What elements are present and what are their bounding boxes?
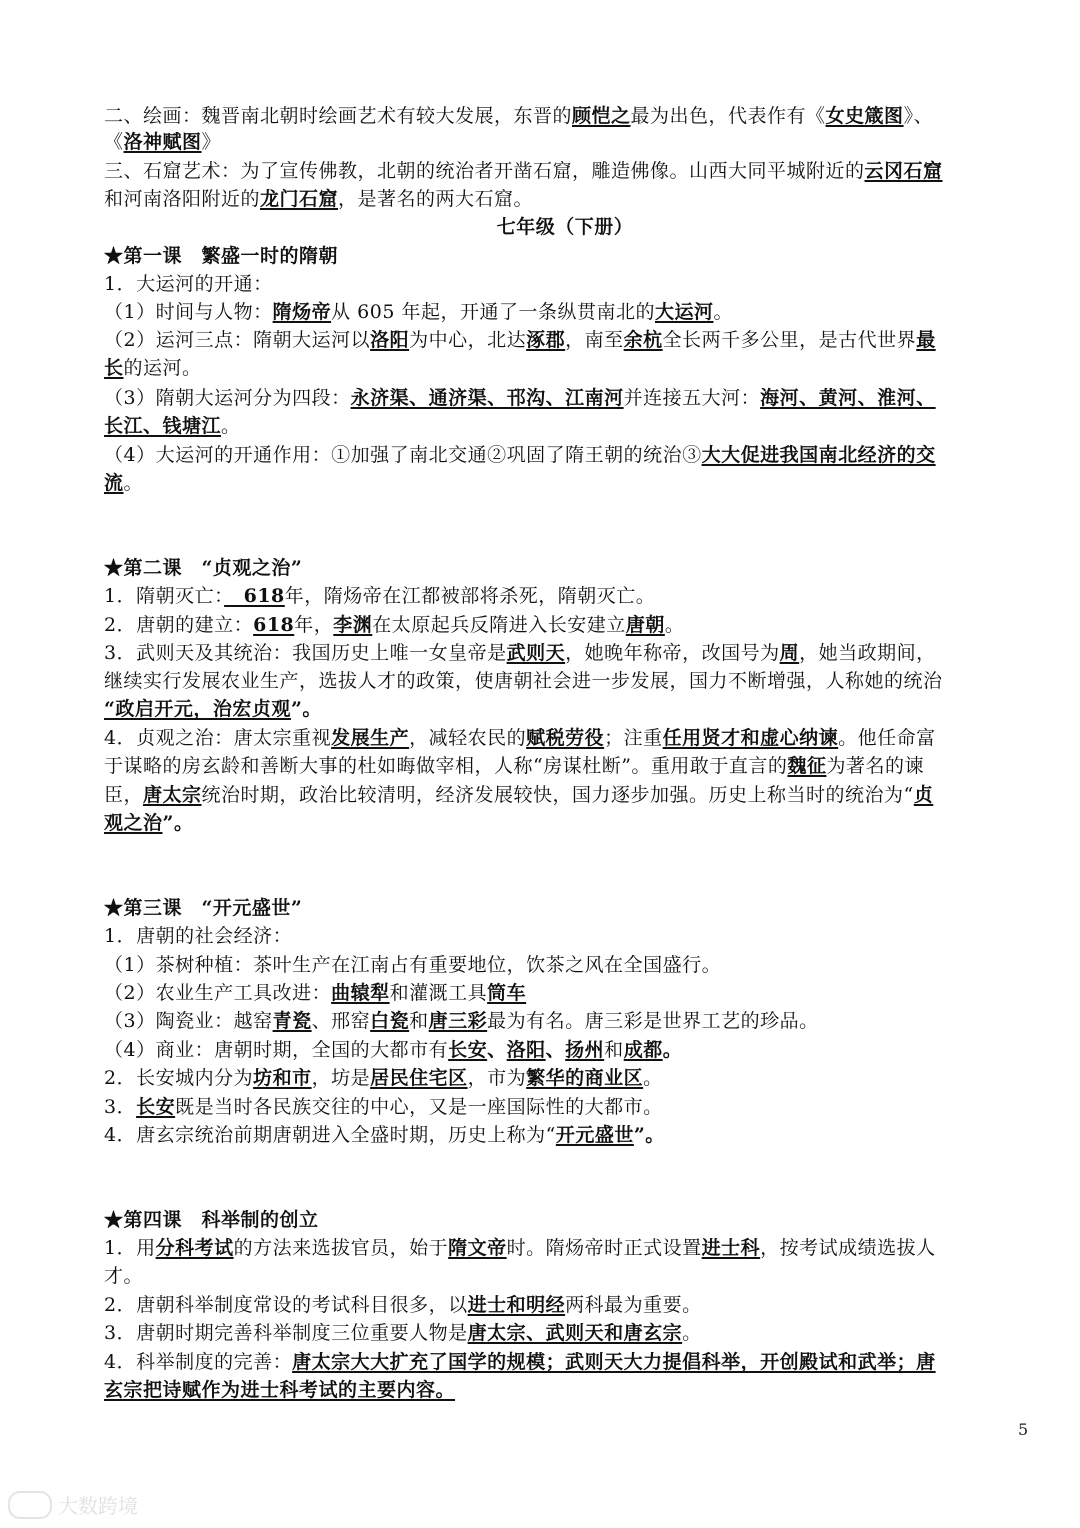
text-line [104,781,1034,809]
key-term: 观之治 [104,812,163,834]
text-segment: 。 [123,472,144,494]
text-line [104,979,1034,1007]
key-term: 永济渠、通济渠、邗沟、江南河 [350,387,624,409]
text-segment: （1）茶树种植：茶叶生产在江南占有重要地位，饮茶之风在全国盛行。 [104,954,722,976]
text-line [104,809,1034,837]
key-term: 唐朝 [625,614,665,636]
key-term: 最 [916,329,936,351]
key-term: 发展生产 [331,727,410,749]
text-segment: 三、石窟艺术：为了宣传佛教，北朝的统治者开凿石窟，雕造佛像。山西大同平城附近的 [104,160,865,182]
bold-text: 。 [662,1039,683,1061]
text-segment: ，她当政期间， [799,642,936,664]
key-term: 618 [253,614,295,636]
text-segment: 》 [201,131,222,153]
text-segment: 。 [221,415,241,437]
key-term: 任用贤才和虚心纳谏 [662,727,839,749]
text-segment: 并连接五大河： [623,387,761,409]
watermark-logo-icon [8,1491,52,1519]
text-line [104,1234,1034,1262]
grade-heading: 七年级（下册） [496,216,634,238]
text-line [104,326,1034,354]
text-line [104,894,1034,922]
text-segment: 1．大运河的开通： [104,273,273,295]
text-segment: 4．科举制度的完善： [104,1351,293,1373]
text-line [104,554,1034,582]
text-segment: 从 605 年起，开通了一条纵贯南北的 [331,301,655,323]
bold-text: ”。 [633,1124,665,1146]
key-term: 白瓷 [370,1010,410,1032]
text-segment: 年，隋炀帝在江都被部将杀死，隋朝灭亡。 [284,585,656,607]
text-segment: （3）陶瓷业：越窑 [104,1010,273,1032]
text-segment: 年， [294,614,334,636]
text-segment: 全长两千多公里，是古代世界 [662,329,917,351]
text-segment: 才。 [104,1265,144,1287]
text-segment: ，按考试成绩选拔人 [760,1237,936,1259]
key-term: 云冈石窟 [864,160,943,182]
key-term: 贞 [913,784,934,806]
text-segment: 和灌溉工具 [389,982,488,1004]
bold-text: ”。 [162,812,194,834]
text-line [104,724,1034,752]
text-line [104,298,1034,326]
text-segment: 在太原起兵反隋进入长安建立 [372,614,626,636]
text-segment: 。 [664,614,685,636]
text-line [104,469,1034,497]
key-term: 居民住宅区 [370,1067,468,1089]
text-segment: 二、绘画：魏晋南北朝时绘画艺术有较大发展，东晋的 [104,105,573,127]
key-term: 洛阳 [370,329,410,351]
text-segment: 既是当时各民族交往的中心，又是一座国际性的大都市。 [175,1096,663,1118]
key-term: 隋文帝 [448,1237,507,1259]
text-segment: （1）时间与人物： [104,301,273,323]
text-segment: 3．武则天及其统治：我国历史上唯一女皇帝是 [104,642,507,664]
text-segment: 3． [104,1096,137,1118]
text-segment: ，是著名的两大石窟。 [338,188,534,210]
text-segment: 3．唐朝时期完善科举制度三位重要人物是 [104,1322,468,1344]
text-segment: （2）运河三点：隋朝大运河以 [104,329,371,351]
text-line [104,242,1034,270]
key-term: 武则天 [506,642,566,664]
bold-text: 、 [487,1039,507,1061]
text-line [104,157,1034,185]
bold-text: ★第一课 繁盛一时的隋朝 [104,245,339,267]
text-line [104,128,1034,156]
text-line [104,185,1034,213]
text-line [104,752,1034,780]
key-term: 大大促进我国南北经济的交 [701,444,936,466]
text-segment: 》、 [903,105,934,127]
text-segment: （2）农业生产工具改进： [104,982,332,1004]
key-term: 长安 [136,1096,176,1118]
text-segment: 。 [713,301,733,323]
key-term: 长 [104,357,124,379]
text-segment: ，坊是 [311,1067,371,1089]
text-line [104,695,1034,723]
text-segment: 的运河。 [123,357,202,379]
text-segment: 为中心，北达 [409,329,527,351]
key-term: 唐太宗大大扩充了国学的规模；武则天大力提倡科举，开创殿试和武举；唐 [292,1351,936,1373]
text-segment: ，南至 [565,329,624,351]
watermark [8,1490,138,1519]
text-segment: 和 [409,1010,429,1032]
text-segment: 和河南洛阳附近的 [104,188,261,210]
text-line [104,1093,1034,1121]
text-line [104,412,1034,440]
text-line [104,639,1034,667]
text-segment: 2．唐朝科举制度常设的考试科目很多，以 [104,1294,468,1316]
key-term: 赋税劳役 [526,727,605,749]
text-segment: 。他任命富 [838,727,936,749]
text-line [104,1262,1034,1290]
key-term: 进士科 [701,1237,761,1259]
text-line [104,1206,1034,1234]
text-segment: 。 [682,1322,702,1344]
key-term: 魏征 [787,755,827,777]
key-term: 扬州 [565,1039,605,1061]
text-line [104,354,1034,382]
key-term: 龙门石窟 [260,188,339,210]
text-segment: 时。隋炀帝时正式设置 [506,1237,702,1259]
text-segment: （4）商业：唐朝时期，全国的大都市有 [104,1039,449,1061]
text-segment: 1．隋朝灭亡： [104,585,225,607]
text-segment: 1．唐朝的社会经济： [104,925,293,947]
text-line [104,582,1034,610]
watermark-text: 大数跨境 [58,1494,138,1518]
text-line [104,441,1034,469]
text-line [104,1376,1034,1404]
bold-text: ★第三课 “开元盛世” [104,897,303,919]
text-line [104,1064,1034,1092]
key-term: 筒车 [487,982,527,1004]
key-term: 长安 [448,1039,488,1061]
text-line [104,667,1034,695]
key-term: 唐太宗 [143,784,202,806]
key-term: 顾恺之 [572,105,631,127]
key-term: 流 [104,472,124,494]
text-line [104,922,1034,950]
text-line [104,102,1034,130]
text-segment: 最为有名。唐三彩是世界工艺的珍品。 [487,1010,819,1032]
bold-text: ”。 [290,698,322,720]
text-segment: 统治时期，政治比较清明，经济发展较快，国力逐步加强。历史上称当时的统治为“ [201,784,914,806]
key-term: 海河、黄河、淮河、 [760,387,936,409]
text-line [104,1291,1034,1319]
text-segment: 和 [604,1039,624,1061]
text-line [104,951,1034,979]
bold-text: ★第二课 “贞观之治” [104,557,303,579]
text-segment: 、邢窑 [311,1010,371,1032]
text-segment: 1．用 [104,1237,156,1259]
key-term: 青瓷 [272,1010,312,1032]
text-line [104,1348,1034,1376]
key-term: 成都 [623,1039,663,1061]
key-term: 开元盛世 [555,1124,634,1146]
text-segment: ，市为 [467,1067,527,1089]
key-term: 繁华的商业区 [526,1067,644,1089]
text-segment: 2．长安城内分为 [104,1067,254,1089]
text-segment: 臣， [104,784,144,806]
text-segment: ，减轻农民的 [409,727,527,749]
bold-text: 、 [545,1039,566,1061]
text-segment: 最为出色，代表作有《 [630,105,826,127]
text-segment: 。 [643,1067,663,1089]
text-line [104,1121,1034,1149]
text-segment: 两科最为重要。 [565,1294,702,1316]
key-term: 涿郡 [526,329,566,351]
text-line [104,611,1034,639]
text-segment: （4）大运河的开通作用：①加强了南北交通②巩固了隋王朝的统治③ [104,444,702,466]
text-segment: 4．唐玄宗统治前期唐朝进入全盛时期，历史上称为“ [104,1124,556,1146]
text-segment: 《 [104,131,124,153]
text-segment: 2．唐朝的建立： [104,614,254,636]
key-term: 玄宗把诗赋作为进士科考试的主要内容。 [104,1379,456,1401]
text-segment: 4．贞观之治：唐太宗重视 [104,727,332,749]
key-term: 洛神赋图 [123,131,202,153]
text-line [104,270,1034,298]
text-line [104,1007,1034,1035]
text-line [104,1319,1034,1347]
key-term: 李渊 [333,614,373,636]
bold-text: ★第四课 科举制的创立 [104,1209,319,1231]
text-line [104,384,1034,412]
text-segment: ，她晚年称帝，改国号为 [565,642,780,664]
key-term: 隋炀帝 [272,301,332,323]
text-segment: 为著名的谏 [826,755,924,777]
key-term: 余杭 [623,329,663,351]
key-term: 长江、钱塘江 [104,415,222,437]
key-term: 进士和明经 [467,1294,566,1316]
key-term: 分科考试 [155,1237,234,1259]
key-term: 618 [224,585,285,607]
text-line [104,1036,1034,1064]
page-number: 5 [1018,1420,1029,1439]
key-term: 唐太宗、武则天和唐玄宗 [467,1322,683,1344]
key-term: 坊和市 [253,1067,312,1089]
text-segment: 继续实行发展农业生产，选拔人才的政策，使唐朝社会进一步发展，国力不断增强，人称她的统治 [104,670,943,692]
text-segment: 于谋略的房玄龄和善断大事的杜如晦做宰相，人称“房谋杜断”。重用敢于直言的 [104,755,788,777]
text-segment: 的方法来选拔官员，始于 [233,1237,449,1259]
key-term: “政启开元，治宏贞观 [104,698,291,720]
text-segment: （3）隋朝大运河分为四段： [104,387,351,409]
key-term: 大运河 [654,301,714,323]
key-term: 唐三彩 [428,1010,488,1032]
key-term: 周 [779,642,800,664]
key-term: 女史箴图 [825,105,904,127]
key-term: 洛阳 [506,1039,546,1061]
key-term: 曲辕犁 [331,982,390,1004]
text-segment: ；注重 [604,727,663,749]
